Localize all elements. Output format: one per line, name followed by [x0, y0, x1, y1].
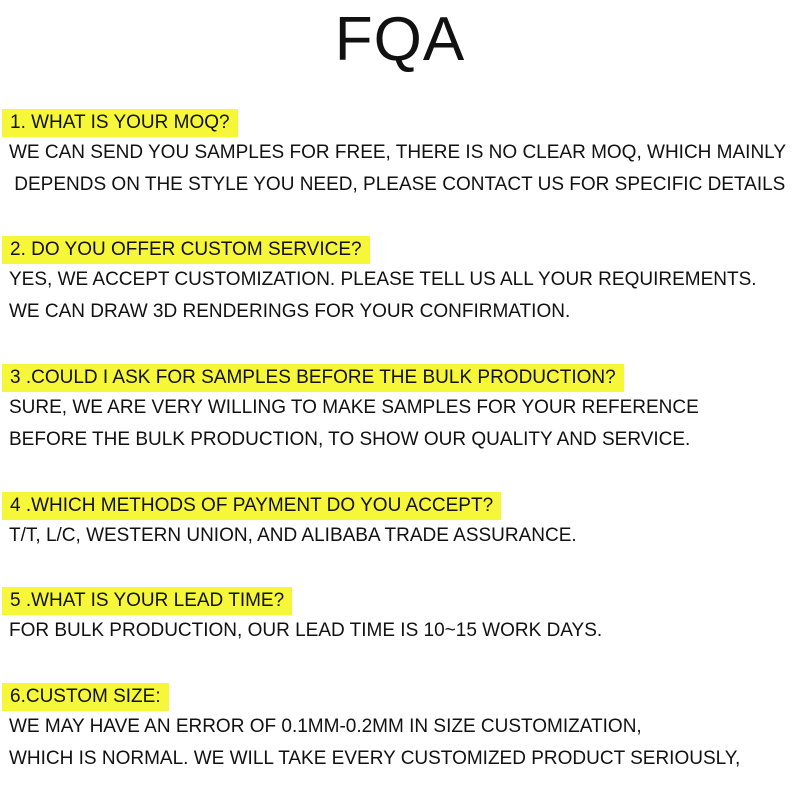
faq-question: 3 .COULD I ASK FOR SAMPLES BEFORE THE BULK PRODUCTION? [2, 364, 624, 392]
faq-answer-line: YES, WE ACCEPT CUSTOMIZATION. PLEASE TELL US ALL YOUR REQUIREMENTS. [9, 269, 757, 290]
faq-answer-line: WE CAN SEND YOU SAMPLES FOR FREE, THERE IS NO CLEAR MOQ, WHICH MAINLY [9, 142, 787, 163]
faq-item-moq [0, 109, 800, 201]
faq-answer-line: DEPENDS ON THE STYLE YOU NEED, PLEASE CONTACT US FOR SPECIFIC DETAILS [9, 174, 786, 195]
faq-question: 1. WHAT IS YOUR MOQ? [2, 109, 238, 137]
faq-question: 6.CUSTOM SIZE: [2, 683, 169, 711]
faq-answer-line: BEFORE THE BULK PRODUCTION, TO SHOW OUR QUALITY AND SERVICE. [9, 429, 691, 450]
faq-answer-line: WE CAN DRAW 3D RENDERINGS FOR YOUR CONFIRMATION. [9, 301, 571, 322]
faq-item-custom-size [0, 683, 800, 775]
faq-item-samples [0, 364, 800, 456]
faq-answer-line: T/T, L/C, WESTERN UNION, AND ALIBABA TRADE ASSURANCE. [9, 525, 577, 546]
faq-item-custom-service [0, 236, 800, 328]
faq-question: 4 .WHICH METHODS OF PAYMENT DO YOU ACCEPT? [2, 492, 501, 520]
faq-answer-line: WHICH IS NORMAL. WE WILL TAKE EVERY CUSTOMIZED PRODUCT SERIOUSLY, [9, 748, 741, 769]
faq-answer-line: SURE, WE ARE VERY WILLING TO MAKE SAMPLES FOR YOUR REFERENCE [9, 397, 699, 418]
page-title: FQA [334, 5, 466, 74]
faq-question: 2. DO YOU OFFER CUSTOM SERVICE? [2, 236, 370, 264]
faq-answer-line: FOR BULK PRODUCTION, OUR LEAD TIME IS 10~15 WORK DAYS. [9, 620, 603, 641]
faq-answer-line: WE MAY HAVE AN ERROR OF 0.1MM-0.2MM IN SIZE CUSTOMIZATION, [9, 716, 642, 737]
faq-item-lead-time [0, 587, 800, 647]
faq-item-payment [0, 492, 800, 552]
faq-question: 5 .WHAT IS YOUR LEAD TIME? [2, 587, 292, 615]
